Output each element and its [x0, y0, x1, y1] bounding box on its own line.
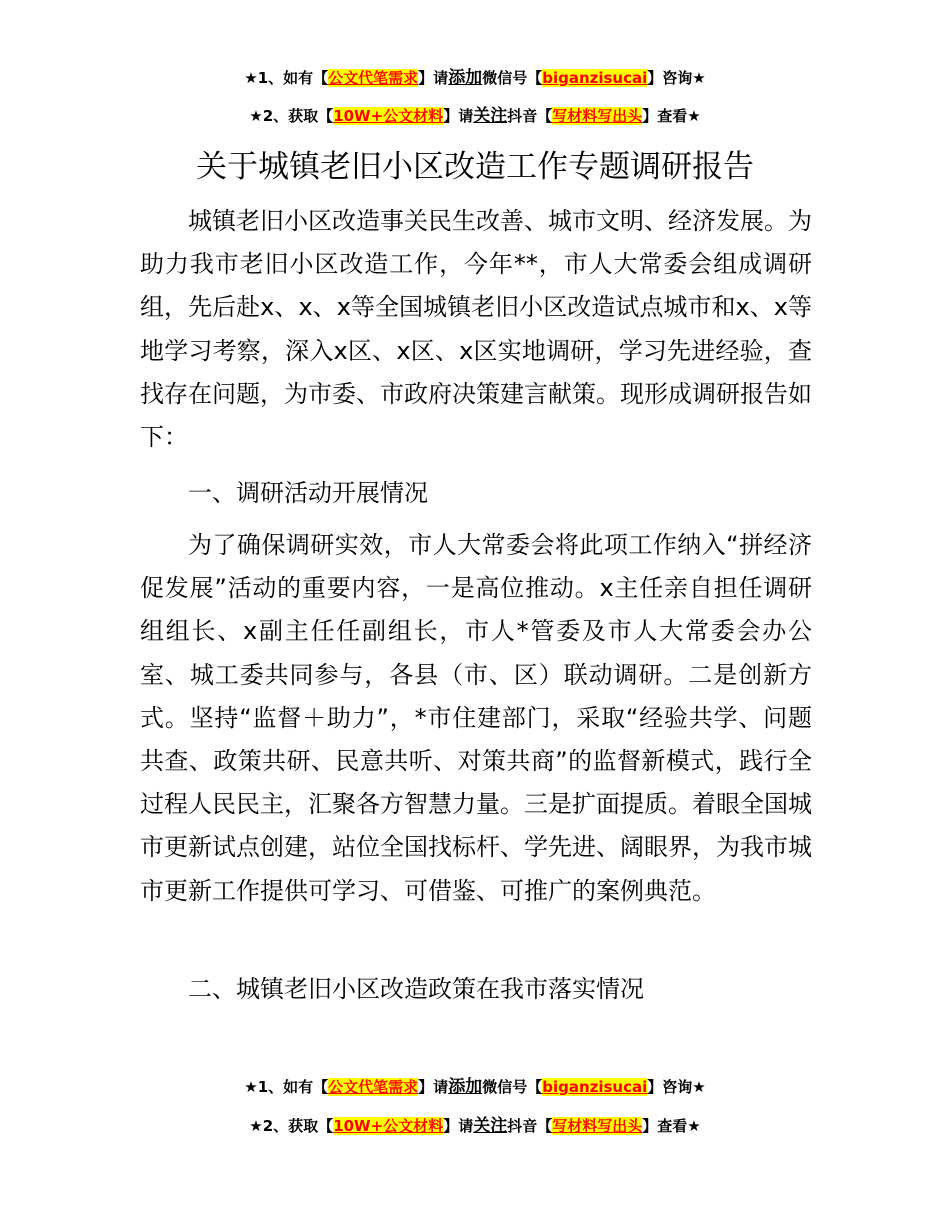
promo-emphasis: 添加 [448, 1077, 483, 1097]
promo-text: 】咨询★ [647, 1078, 706, 1096]
promo-emphasis: 添加 [448, 68, 483, 88]
promo-text: 】请 [418, 1078, 449, 1096]
promo-text: 】咨询★ [647, 69, 706, 87]
section-1-heading: 一、调研活动开展情况 [188, 479, 428, 507]
section-2-heading: 二、城镇老旧小区改造政策在我市落实情况 [188, 975, 644, 1003]
promo-text: 】查看★ [642, 107, 701, 125]
promo-banner-top-line-2 [0, 104, 950, 128]
promo-banner-bottom-line-1 [0, 1075, 950, 1099]
promo-banner-top-line-1 [0, 66, 950, 90]
promo-text: 】请 [418, 69, 449, 87]
promo-highlight: 10W+公文材料 [333, 1117, 444, 1135]
promo-text: 抖音【 [507, 107, 553, 125]
promo-emphasis: 关注 [473, 1116, 508, 1136]
promo-douyin-id: 写材料写出头 [552, 107, 643, 125]
promo-text: ★1、如有【 [244, 1078, 329, 1096]
promo-highlight: 公文代笔需求 [328, 1078, 419, 1096]
section-1-paragraph: 为了确保调研实效，市人大常委会将此项工作纳入“拼经济促发展”活动的重要内容，一是高位推动。x主任亲自担任调研组组长、x副主任任副组长，市人*管委及市人大常委会办公室、城工委共同参与，各县（市、区）联动调研。二是创新方式。坚持“监督＋助力”，*市住建部门，采取“经验共学、问题共查、政策共研、民意共听、对策共商”的监督新模式，践行全过程人民民主，汇聚各方智慧力量。三是扩面提质。着眼全国城市更新试点创建，站位全国找标杆、学先进、阔眼界，为我市城市更新工作提供可学习、可借鉴、可推广的案例典范。 [140, 531, 812, 905]
promo-text: 】请 [443, 107, 474, 125]
promo-banner-bottom-line-2 [0, 1114, 950, 1138]
promo-text: 抖音【 [507, 1117, 553, 1135]
promo-wechat-id: biganzisucai [542, 69, 648, 87]
intro-paragraph: 城镇老旧小区改造事关民生改善、城市文明、经济发展。为助力我市老旧小区改造工作，今年**，市人大常委会组成调研组，先后赴x、x、x等全国城镇老旧小区改造试点城市和x、x等地学习考察，深入x区、x区、x区实地调研，学习先进经验，查找存在问题，为市委、市政府决策建言献策。现形成调研报告如下： [140, 207, 812, 452]
promo-text: 微信号【 [482, 1078, 543, 1096]
promo-text: ★2、获取【 [249, 1117, 334, 1135]
promo-wechat-id: biganzisucai [542, 1078, 648, 1096]
promo-text: ★2、获取【 [249, 107, 334, 125]
promo-douyin-id: 写材料写出头 [552, 1117, 643, 1135]
promo-text: 】请 [443, 1117, 474, 1135]
promo-highlight: 10W+公文材料 [333, 107, 444, 125]
promo-text: ★1、如有【 [244, 69, 329, 87]
promo-highlight: 公文代笔需求 [328, 69, 419, 87]
promo-text: 】查看★ [642, 1117, 701, 1135]
promo-emphasis: 关注 [473, 106, 508, 126]
document-title: 关于城镇老旧小区改造工作专题调研报告 [196, 149, 754, 185]
promo-text: 微信号【 [482, 69, 543, 87]
